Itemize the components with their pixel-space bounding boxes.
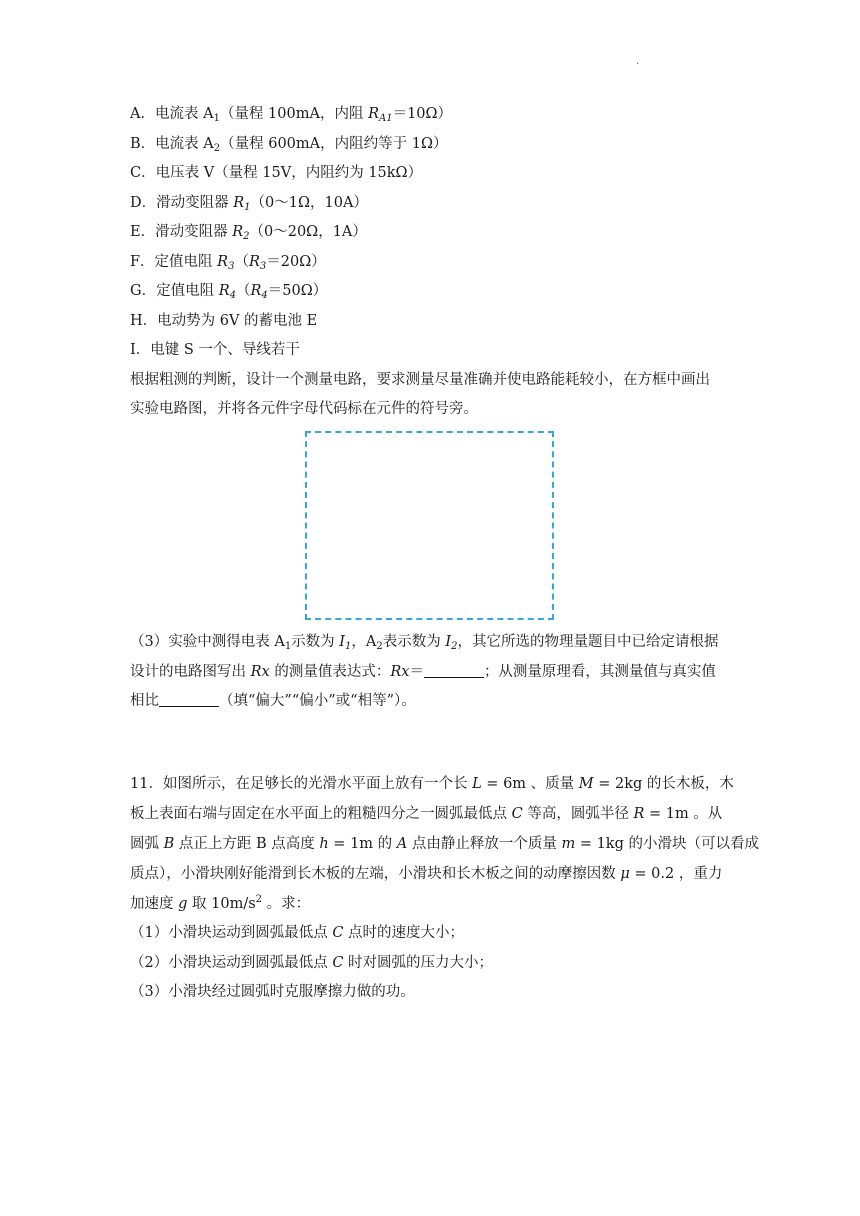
answer-blank-rx[interactable] [424,663,484,678]
option-c: C．电压表 V（量程 15V，内阻约为 15kΩ） [130,165,423,181]
option-i: I．电键 S 一个、导线若干 [130,342,300,358]
part3-line3: 相比 （填“偏大”“偏小”或“相等”）。 [130,693,416,709]
part3-line2: 设计的电路图写出 Rx 的测量值表达式：Rx＝ ；从测量原理看，其测量值与真实值 [130,664,716,680]
option-b: B．电流表 $A_2$（量程 600mA，内阻约等于 1Ω） [130,136,448,154]
option-f: F．定值电阻 $R_3(R_3=20\Omega)$ [130,254,326,272]
part3-line1: （3）实验中测得电表 $A_1$示数为 $I_1$，$A_2$表示数为 $I_2$，其它所选的物理量题目中已给定请根据 [130,634,719,652]
q11-line1: 11．如图所示，在足够长的光滑水平面上放有一个长 L = 6m 、质量 M = 2kg 的长木板，木 [130,776,734,792]
circuit-drawing-box[interactable] [305,431,554,620]
q11-line4: 质点），小滑块刚好能滑到长木板的左端，小滑块和长木板之间的动摩擦因数 μ = 0.2 ，重力 [130,866,723,882]
option-a: A．电流表 $A_1$（量程 100mA，内阻 $R_{A1}=10\Omega$） [130,106,453,124]
option-e: E．滑动变阻器 $R_2(0\sim 20\Omega$，1A） [130,224,367,242]
q11-line3: 圆弧 B 点正上方距 B 点高度 h = 1m 的 A 点由静止释放一个质量 m = 1kg 的小滑块（可以看成 [130,836,759,852]
header-mark: . [636,56,640,67]
design-instruction-line2: 实验电路图，并将各元件字母代码标在元件的符号旁。 [130,401,478,417]
option-d: D．滑动变阻器 $R_1(0\sim 1\Omega$，10A） [130,195,368,213]
q11-sub2: （2）小滑块运动到圆弧最低点 C 时对圆弧的压力大小； [130,955,494,971]
answer-blank-compare[interactable] [159,692,219,707]
option-h: H．电动势为 6V 的蓄电池 E [130,313,318,329]
q11-line2: 板上表面右端与固定在水平面上的粗糙四分之一圆弧最低点 C 等高，圆弧半径 R = 1m 。从 [130,806,723,822]
q11-line5: 加速度 g 取 $10m/s^2$ 。求： [130,894,311,912]
q11-sub1: （1）小滑块运动到圆弧最低点 C 点时的速度大小； [130,925,465,941]
design-instruction-line1: 根据粗测的判断，设计一个测量电路，要求测量尽量准确并使电路能耗较小，在方框中画出 [130,372,710,388]
q11-sub3: （3）小滑块经过圆弧时克服摩擦力做的功。 [130,984,415,1000]
option-g: G．定值电阻 $R_4(R_4=50\Omega)$ [130,283,328,301]
